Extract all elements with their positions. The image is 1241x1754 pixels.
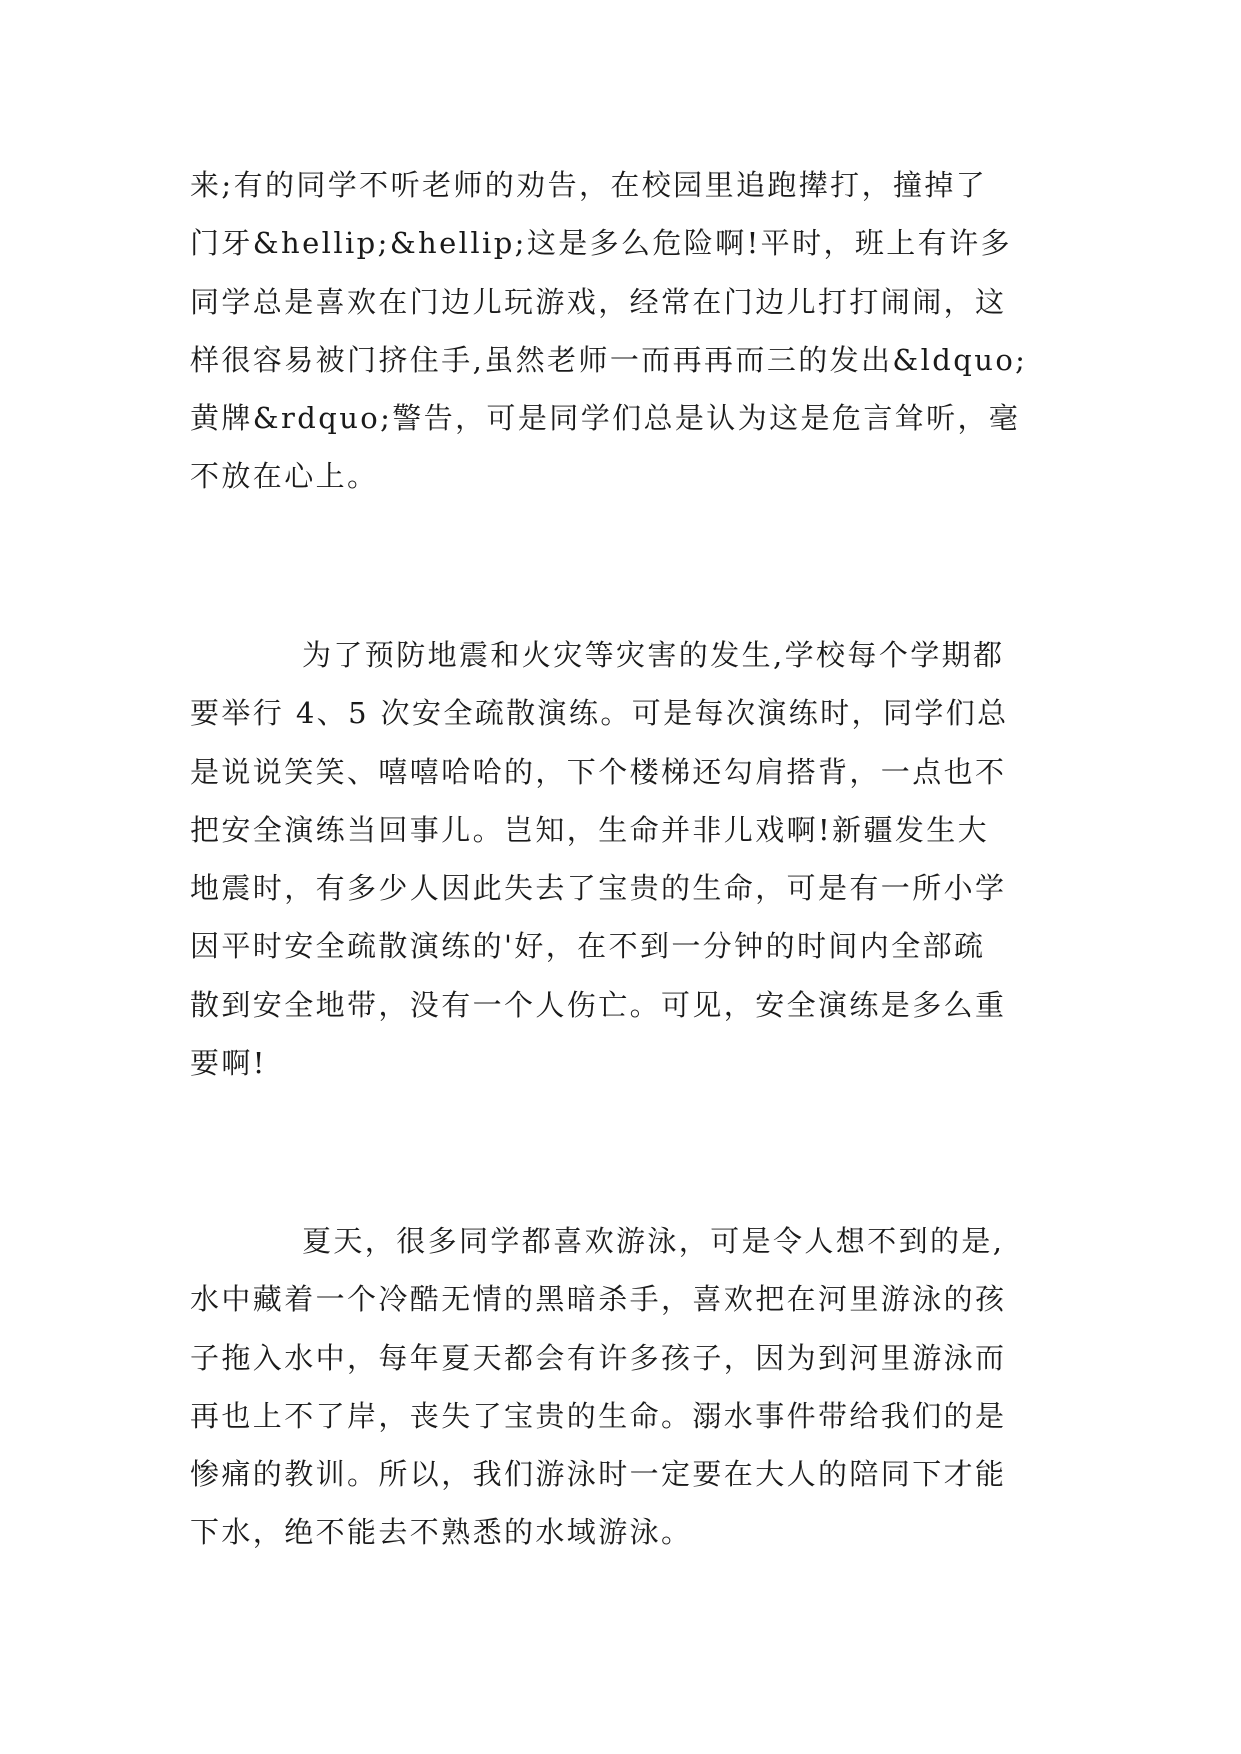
text-line: 子拖入水中，每年夏天都会有许多孩子，因为到河里游泳而 [190, 1340, 1007, 1375]
text-line: 夏天，很多同学都喜欢游泳，可是令人想不到的是, [302, 1224, 1005, 1258]
text-line: 要啊! [190, 1046, 267, 1081]
text-line: 不放在心上。 [190, 459, 379, 494]
text-line: 再也上不了岸，丧失了宝贵的生命。溺水事件带给我们的是 [190, 1398, 1007, 1433]
text-line: 同学总是喜欢在门边儿玩游戏，经常在门边儿打打闹闹，这 [190, 284, 1007, 319]
text-line: 水中藏着一个冷酷无情的黑暗杀手，喜欢把在河里游泳的孩 [190, 1282, 1007, 1317]
text-line: 黄牌&rdquo;警告，可是同学们总是认为这是危言耸听，毫 [190, 401, 1021, 436]
text-line: 地震时，有多少人因此失去了宝贵的生命，可是有一所小学 [190, 871, 1007, 906]
paragraph-swimming-safety [190, 1212, 1060, 1562]
text-line: 下水，绝不能去不熟悉的水域游泳。 [190, 1515, 693, 1550]
paragraph-school-accidents [190, 156, 1060, 506]
text-line: 要举行 4、5 次安全疏散演练。可是每次演练时，同学们总 [190, 696, 1009, 731]
text-line: 门牙&hellip;&hellip;这是多么危险啊!平时，班上有许多 [190, 226, 1012, 261]
text-line: 为了预防地震和火灾等灾害的发生,学校每个学期都 [302, 638, 1005, 672]
text-line: 样很容易被门挤住手,虽然老师一而再再而三的发出&ldquo; [190, 342, 1028, 377]
text-line: 来;有的同学不听老师的劝告，在校园里追跑撵打，撞掉了 [190, 168, 988, 202]
text-line: 散到安全地带，没有一个人伤亡。可见，安全演练是多么重 [190, 987, 1007, 1022]
text-line: 惨痛的教训。所以，我们游泳时一定要在大人的陪同下才能 [190, 1457, 1007, 1492]
text-line: 因平时安全疏散演练的'好，在不到一分钟的时间内全部疏 [190, 929, 986, 964]
text-line: 是说说笑笑、嘻嘻哈哈的，下个楼梯还勾肩搭背，一点也不 [190, 754, 1007, 789]
text-line: 把安全演练当回事儿。岂知，生命并非儿戏啊!新疆发生大 [190, 812, 990, 847]
paragraph-evacuation-drill [190, 626, 1060, 1092]
